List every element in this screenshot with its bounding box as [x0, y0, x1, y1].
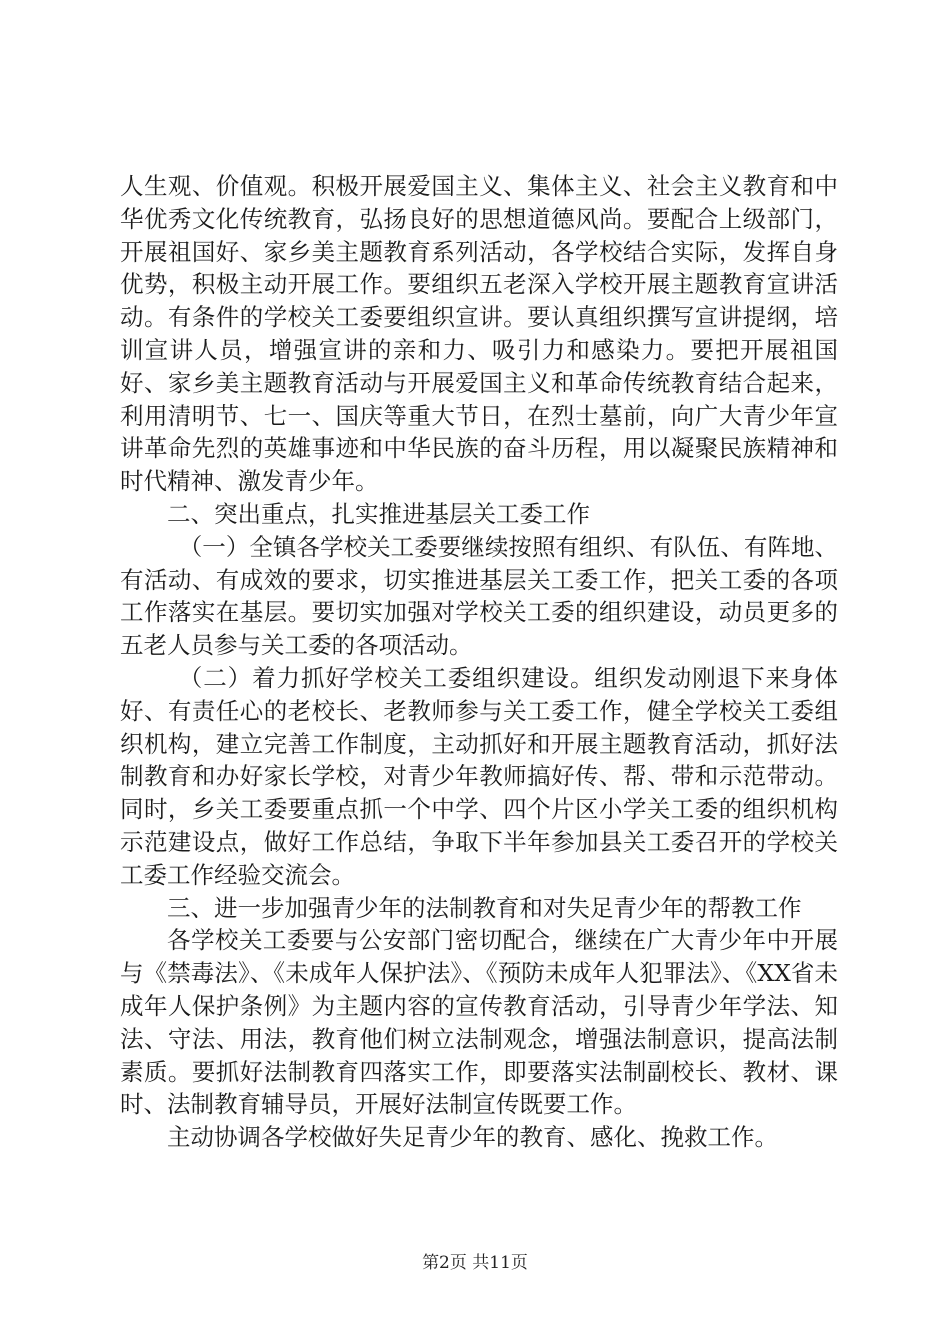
paragraph-continuation: 人生观、价值观。积极开展爱国主义、集体主义、社会主义教育和中华优秀文化传统教育，弘扬良好的思想道德风尚。要配合上级部门，开展祖国好、家乡美主题教育系列活动，各学校结合实际，发挥自身优势，积极主动开展工作。要组织五老深入学校开展主题教育宣讲活动。有条件的学校关工委要组织宣讲。要认真组织撰写宣讲提纲，培训宣讲人员，增强宣讲的亲和力、吸引力和感染力。要把开展祖国好、家乡美主题教育活动与开展爱国主义和革命传统教育结合起来，利用清明节、七一、国庆等重大节日，在烈士墓前，向广大青少年宣讲革命先烈的英雄事迹和中华民族的奋斗历程，用以凝聚民族精神和时代精神、激发青少年。 [120, 172, 838, 496]
section-heading-3: 三、进一步加强青少年的法制教育和对失足青少年的帮教工作 [167, 893, 802, 922]
section-heading-2: 二、突出重点，扎实推进基层关工委工作 [167, 499, 590, 528]
page-number-footer: 第2页 共11页 [422, 1253, 528, 1273]
paragraph-legal-education: 各学校关工委要与公安部门密切配合，继续在广大青少年中开展与《禁毒法》、《未成年人保护法》、《预防未成年人犯罪法》、《XX省未成年人保护条例》为主题内容的宣传教育活动，引导青少年学法、知法、守法、用法，教育他们树立法制观念，增强法制意识，提高法制素质。要抓好法制教育四落实工作，即要落实法制副校长、教材、课时、法制教育辅导员，开展好法制宣传既要工作。 [120, 926, 838, 1119]
paragraph-item-1: （一）全镇各学校关工委要继续按照有组织、有队伍、有阵地、有活动、有成效的要求，切实推进基层关工委工作，把关工委的各项工作落实在基层。要切实加强对学校关工委的组织建设，动员更多的五老人员参与关工委的各项活动。 [120, 532, 838, 660]
document-body [120, 170, 838, 1154]
paragraph-rehabilitation: 主动协调各学校做好失足青少年的教育、感化、挽救工作。 [167, 1123, 778, 1152]
paragraph-item-2: （二）着力抓好学校关工委组织建设。组织发动刚退下来身体好、有责任心的老校长、老教师参与关工委工作，健全学校关工委组织机构，建立完善工作制度，主动抓好和开展主题教育活动，抓好法制教育和办好家长学校，对青少年教师搞好传、帮、带和示范带动。同时，乡关工委要重点抓一个中学、四个片区小学关工委的组织机构示范建设点，做好工作总结，争取下半年参加县关工委召开的学校关工委工作经验交流会。 [120, 663, 838, 889]
